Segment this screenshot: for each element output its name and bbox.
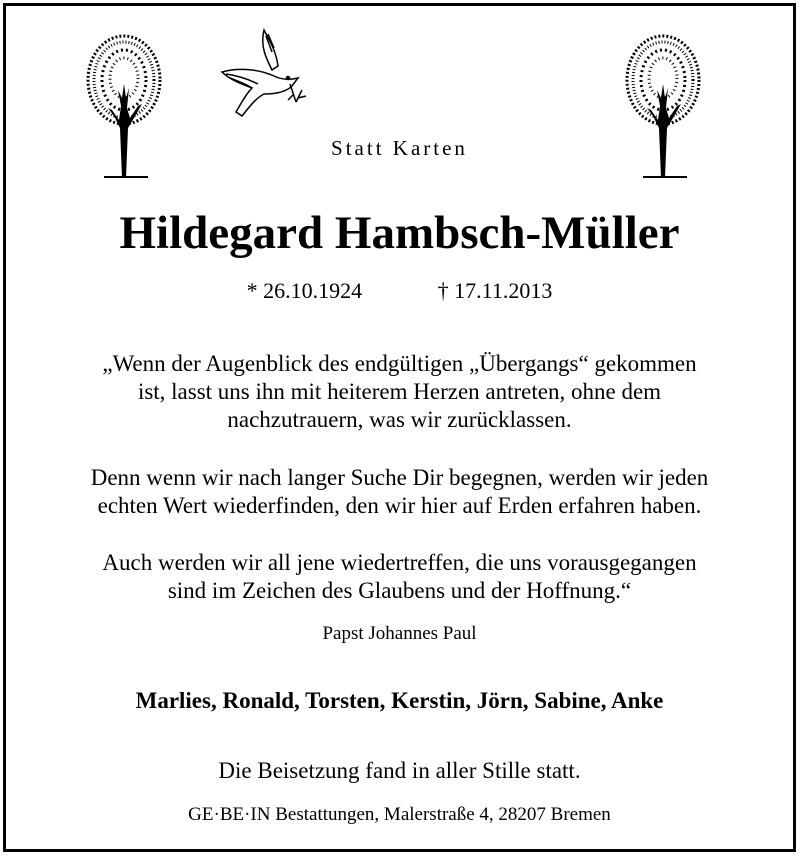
quote-line: Auch werden wir all jene wiedertreffen, die uns vorausgegangen [102, 550, 697, 575]
dove-icon [216, 28, 316, 123]
quote-line: ist, lasst uns ihn mit heiterem Herzen antreten, ohne dem [137, 379, 662, 404]
undertaker-info: GE·BE·IN Bestattungen, Malerstraße 4, 28207 Bremen [188, 804, 611, 825]
quote-line: nachzutrauern, was wir zurücklassen. [227, 407, 572, 432]
quote-paragraph-1 [6, 350, 793, 434]
quote-line: sind im Zeichen des Glaubens und der Hoffnung.“ [167, 578, 632, 603]
quote-line: Denn wenn wir nach langer Suche Dir begegnen, werden wir jeden [90, 465, 709, 490]
quote-line: „Wenn der Augenblick des endgültigen „Übergangs“ gekommen [102, 351, 697, 376]
death-date: † 17.11.2013 [437, 278, 553, 303]
birth-date: * 26.10.1924 [246, 278, 363, 303]
life-dates [6, 278, 793, 304]
deceased-name: Hildegard Hambsch-Müller [119, 207, 680, 259]
family-names: Marlies, Ronald, Torsten, Kerstin, Jörn, Sabine, Anke [135, 688, 664, 713]
burial-note: Die Beisetzung fand in aller Stille statt. [218, 758, 581, 783]
header-text: Statt Karten [331, 136, 468, 160]
quote-line: echten Wert wiederfinden, den wir hier auf Erden erfahren haben. [97, 493, 702, 518]
obituary-notice [3, 3, 796, 852]
quote-paragraph-2 [6, 464, 793, 520]
quote-paragraph-3 [6, 549, 793, 605]
quote-attribution: Papst Johannes Paul [322, 623, 477, 644]
